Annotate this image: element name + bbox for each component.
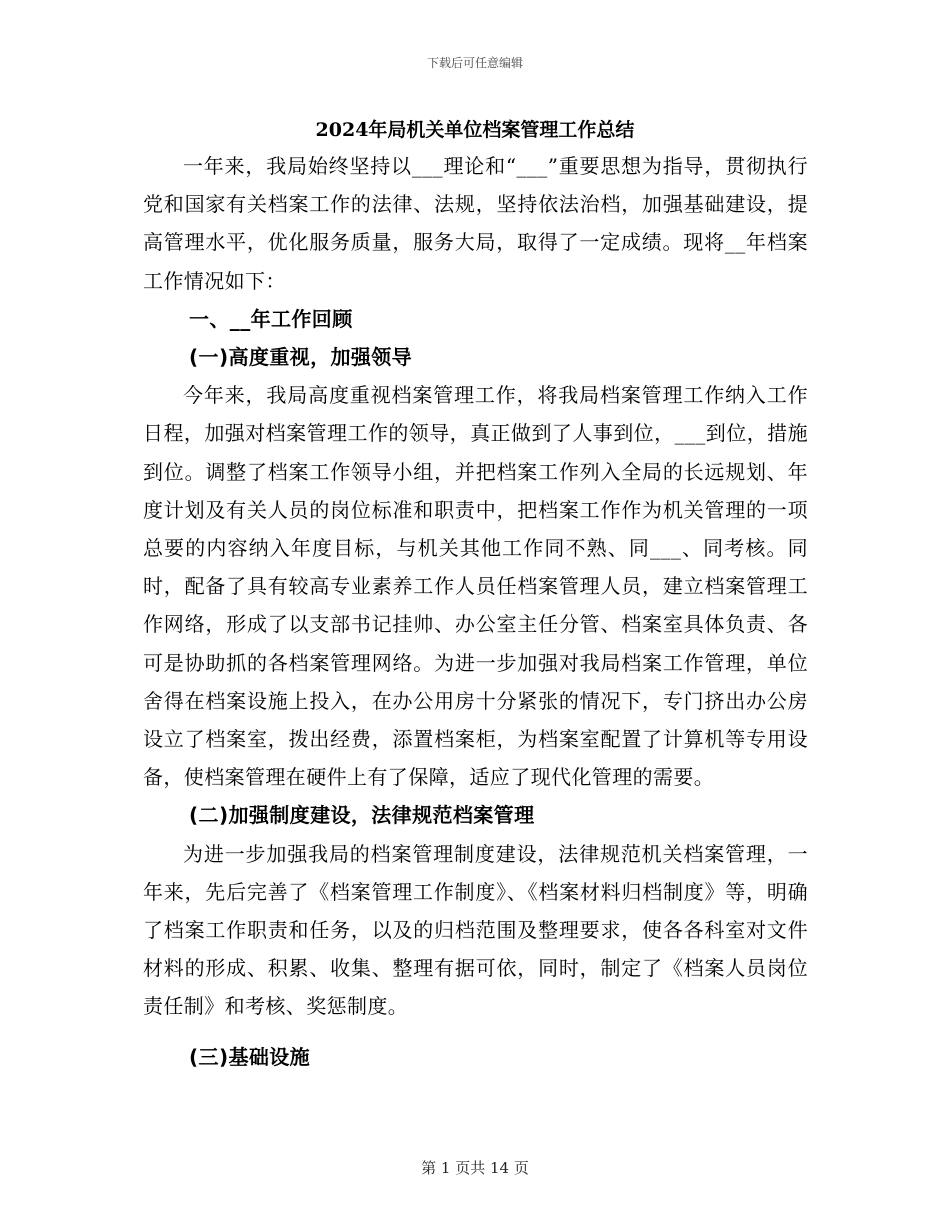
page-number: 第 1 页共 14 页: [421, 1159, 529, 1177]
document-body: [143, 147, 808, 1076]
section-heading-1: 一、__年工作回顾: [189, 306, 353, 331]
subsection-paragraph-2: 为进一步加强我局的档案管理制度建设，法律规范机关档案管理，一年来，先后完善了《档案管理工作制度》、《档案材料归档制度》等，明确了档案工作职责和任务，以及的归档范围及整理要求，使各各科室对文件材料的形成、积累、收集、整理有据可依，同时，制定了《档案人员岗位责任制》和考核、奖惩制度。: [143, 841, 808, 1019]
intro-paragraph: 一年来，我局始终坚持以___理论和“___”重要思想为指导，贯彻执行党和国家有关档案工作的法律、法规，坚持依法治档，加强基础建设，提高管理水平，优化服务质量，服务大局，取得了一定成绩。现将__年档案工作情况如下：: [143, 154, 808, 293]
subsection-paragraph-1: 今年来，我局高度重视档案管理工作，将我局档案管理工作纳入工作日程，加强对档案管理工作的领导，真正做到了人事到位，___到位，措施到位。调整了档案工作领导小组，并把档案工作列入全局的长远规划、年度计划及有关人员的岗位标准和职责中，把档案工作作为机关管理的一项总要的内容纳入年度目标，与机关其他工作同不熟、同___、同考核。同时，配备了具有较高专业素养工作人员任档案管理人员，建立档案管理工作网络，形成了以支部书记挂帅、办公室主任分管、档案室具体负责、各可是协助抓的各档案管理网络。为进一步加强对我局档案工作管理，单位舍得在档案设施上投入，在办公用房十分紧张的情况下，专门挤出办公房设立了档案室，拨出经费，添置档案柜，为档案室配置了计算机等专用设备，使档案管理在硬件上有了保障，适应了现代化管理的需要。: [143, 383, 808, 790]
document-title: 2024年局机关单位档案管理工作总结: [315, 119, 635, 141]
subsection-heading-1: (一)高度重视，加强领导: [189, 345, 413, 370]
subsection-heading-2: (二)加强制度建设，法律规范档案管理: [189, 803, 535, 828]
subsection-heading-3: (三)基础设施: [189, 1044, 311, 1069]
header-note: 下载后可任意编辑: [426, 56, 523, 70]
